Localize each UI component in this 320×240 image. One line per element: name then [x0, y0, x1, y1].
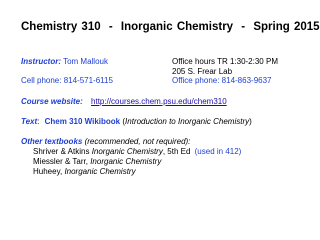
textbook-edition: , 5th Ed — [162, 147, 191, 156]
text-close-paren: ) — [249, 117, 252, 126]
textbook-title: Inorganic Chemistry — [90, 157, 162, 166]
office-hours: Office hours TR 1:30-2:30 PM — [172, 57, 278, 66]
course-website-label: Course website: — [21, 97, 83, 106]
instructor-name: Tom Mallouk — [63, 57, 108, 66]
textbook-item — [33, 157, 161, 167]
course-subject: Inorganic Chemistry — [120, 21, 234, 33]
text-line — [21, 117, 252, 127]
textbook-authors: Huheey, — [33, 167, 65, 176]
text-open-paren: ( — [122, 117, 126, 126]
title-separator-2: - — [241, 21, 246, 33]
cell-phone: Cell phone: 814-571-6115 — [21, 76, 113, 85]
textbook-item — [33, 167, 136, 177]
other-textbooks-label: Other textbooks — [21, 137, 83, 146]
textbook-note: (used in 412) — [194, 147, 242, 156]
instructor-line — [21, 57, 108, 67]
textbook-authors: Shriver & Atkins — [33, 147, 92, 156]
other-textbooks-note: (recommended, not required): — [84, 137, 191, 146]
textbook-item — [33, 147, 241, 157]
title-separator: - — [108, 21, 113, 33]
other-textbooks-line — [21, 137, 190, 147]
instructor-label: Instructor: — [21, 57, 61, 66]
course-website-line — [21, 97, 227, 107]
course-term: Spring 2015 — [253, 21, 320, 33]
text-colon: : — [37, 117, 40, 126]
office-room: 205 S. Frear Lab — [172, 67, 233, 76]
course-number: Chemistry 310 — [21, 21, 101, 33]
course-website-link[interactable]: http://courses.chem.psu.edu/chem310 — [91, 97, 227, 106]
page-title — [21, 21, 320, 33]
textbook-authors: Miessler & Tarr, — [33, 157, 91, 166]
office-phone: Office phone: 814-863-9637 — [172, 76, 272, 85]
text-subtitle: Introduction to Inorganic Chemistry — [125, 117, 250, 126]
text-book: Chem 310 Wikibook — [44, 117, 121, 126]
text-label: Text — [21, 117, 38, 126]
textbook-title: Inorganic Chemistry — [64, 167, 136, 176]
textbook-title: Inorganic Chemistry — [91, 147, 163, 156]
